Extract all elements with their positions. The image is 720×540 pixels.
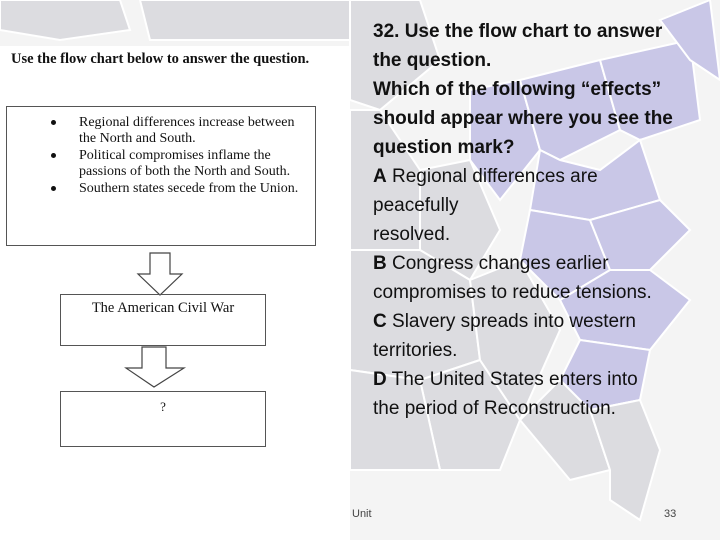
flow-chart-panel (0, 46, 350, 540)
question-text (373, 17, 713, 423)
down-arrow-icon (136, 252, 184, 296)
causes-box (6, 106, 316, 246)
footer-unit-label: Unit (352, 508, 372, 520)
option-text: territories. (373, 340, 458, 361)
causes-list (7, 115, 309, 197)
option-text: compromises to reduce tensions. (373, 282, 652, 303)
cause-item (7, 115, 309, 146)
option-letter: B (373, 253, 387, 274)
option-letter: C (373, 311, 387, 332)
option-letter: A (373, 166, 387, 187)
effect-box: ? (60, 391, 266, 447)
question-prompt: question mark? (373, 137, 515, 158)
event-box: The American Civil War (60, 294, 266, 346)
question-title: 32. Use the flow chart to answer (373, 21, 663, 42)
option-text: the period of Reconstruction. (373, 398, 616, 419)
option-text: Regional differences are (392, 166, 598, 187)
flow-chart-heading: Use the flow chart below to answer the question. (11, 51, 310, 67)
cause-text: Political compromises inflame the passions of both the North and South. (79, 148, 291, 179)
answer-option-a[interactable] (373, 162, 713, 191)
cause-text: Regional differences increase between the North and South. (79, 115, 295, 146)
answer-option-d[interactable] (373, 365, 713, 394)
down-arrow-icon (124, 346, 188, 388)
option-letter: D (373, 369, 387, 390)
question-title: the question. (373, 50, 492, 71)
option-text: Congress changes earlier (392, 253, 609, 274)
bullet-icon (51, 186, 56, 191)
option-text: The United States enters into (391, 369, 638, 390)
option-text: Slavery spreads into western (392, 311, 636, 332)
cause-item (7, 181, 309, 197)
answer-option-b[interactable] (373, 249, 713, 278)
option-text: peacefully (373, 195, 459, 216)
question-prompt: should appear where you see the (373, 108, 673, 129)
cause-item (7, 148, 309, 179)
answer-option-c[interactable] (373, 307, 713, 336)
bullet-icon (51, 153, 56, 158)
option-text: resolved. (373, 224, 451, 245)
bullet-icon (51, 120, 56, 125)
page-number: 33 (664, 508, 677, 520)
question-prompt: Which of the following “effects” (373, 79, 662, 100)
cause-text: Southern states secede from the Union. (79, 181, 299, 196)
